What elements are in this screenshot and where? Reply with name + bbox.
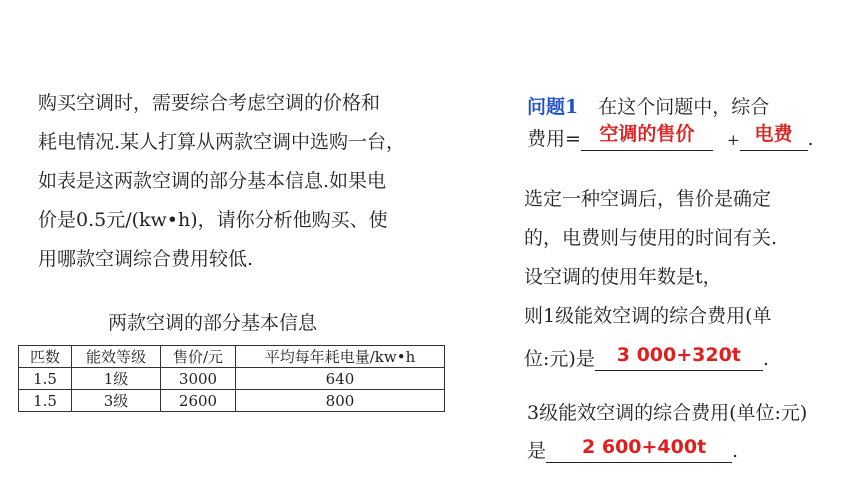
- paragraph-line: 用哪款空调综合费用较低.: [38, 248, 254, 270]
- answer-blank-level1: [595, 344, 763, 371]
- explanation-line: 选定一种空调后，售价是确定: [524, 188, 772, 210]
- column-header: 匹数: [19, 346, 72, 368]
- level3-end: .: [732, 440, 739, 462]
- unit-prefix: 位:元)是: [524, 348, 595, 370]
- paragraph-line: 耗电情况.某人打算从两款空调中选购一台，: [38, 131, 406, 153]
- table-cell: 2600: [161, 390, 236, 412]
- table-row: [19, 368, 445, 390]
- question1-formula-line: [527, 124, 814, 151]
- table-cell: 1.5: [19, 390, 72, 412]
- info-table: [18, 345, 445, 412]
- column-header: 能效等级: [72, 346, 161, 368]
- table-cell: 3级: [72, 390, 161, 412]
- column-header: 售价/元: [161, 346, 236, 368]
- table-caption: 两款空调的部分基本信息: [108, 312, 318, 334]
- question1-line: [527, 92, 769, 119]
- table-cell: 1级: [72, 368, 161, 390]
- table-cell: 800: [236, 390, 445, 412]
- column-header: 平均每年耗电量/kw•h: [236, 346, 445, 368]
- problem-paragraph: [38, 84, 405, 279]
- answer-electricity: 电费: [754, 123, 793, 145]
- table-cell: 640: [236, 368, 445, 390]
- paragraph-line: 价是0.5元/(kw•h)，请你分析他购买、使: [38, 209, 388, 231]
- explanation-line: 的，电费则与使用的时间有关.: [524, 227, 778, 249]
- question1-label: 问题1: [527, 96, 579, 118]
- answer-blank-level3: [546, 436, 732, 463]
- answer-blank-electricity: [740, 123, 808, 151]
- level1-cost-line: [524, 344, 769, 371]
- paragraph-line: 如表是这两款空调的部分基本信息.如果电: [38, 170, 387, 192]
- table-cell: 3000: [161, 368, 236, 390]
- level3-answer-line: [527, 436, 738, 463]
- level3-prefix: 是: [527, 440, 547, 462]
- formula-prefix: 费用=: [527, 128, 581, 150]
- answer-level1: 3 000+320t: [616, 344, 741, 366]
- explanation-line: 设空调的使用年数是t，: [524, 266, 722, 288]
- paragraph-line: 购买空调时，需要综合考虑空调的价格和: [38, 92, 381, 114]
- table-row: [19, 390, 445, 412]
- answer-level3: 2 600+400t: [582, 436, 707, 458]
- level3-cost-line: 3级能效空调的综合费用(单位:元): [527, 402, 808, 424]
- explanation-line: 则1级能效空调的综合费用(单: [524, 305, 772, 327]
- table-cell: 1.5: [19, 368, 72, 390]
- answer-blank-price: [581, 123, 713, 151]
- table-header-row: [19, 346, 445, 368]
- explanation-paragraph: [524, 180, 777, 336]
- question1-text: 在这个问题中，综合: [598, 96, 770, 118]
- formula-end: .: [807, 128, 814, 150]
- plus-sign: +: [726, 131, 740, 149]
- answer-price: 空调的售价: [599, 123, 695, 145]
- unit-end: .: [762, 348, 769, 370]
